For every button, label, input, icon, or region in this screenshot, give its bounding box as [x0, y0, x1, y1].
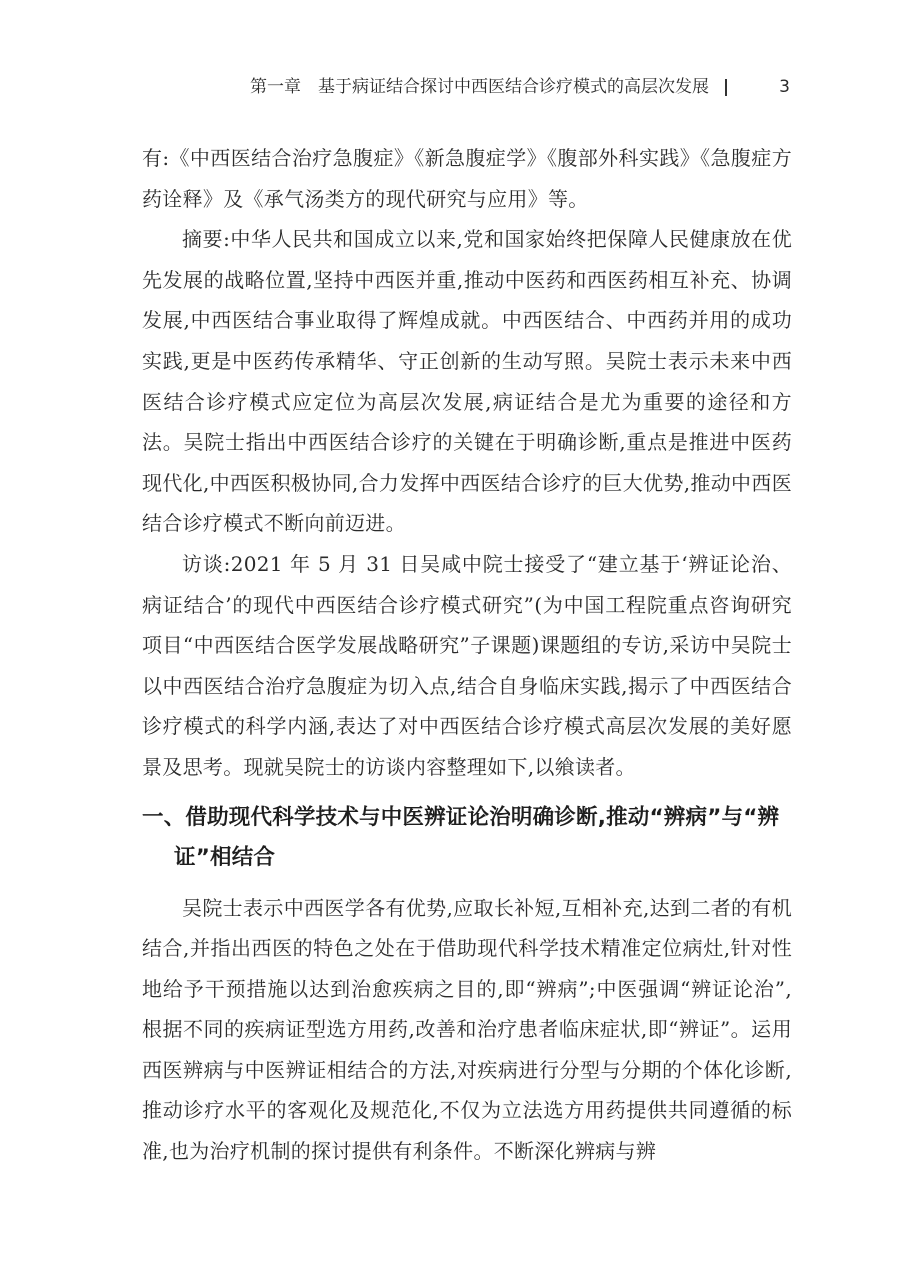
paragraph-interview: 访谈:2021 年 5 月 31 日吴咸中院士接受了“建立基于‘辨证论治、病证结合’的现代中西医结合诊疗模式研究”(为中国工程院重点咨询研究项目“中西医结合医学发展战略研究”子课题)课题组的专访,采访中吴院士以中西医结合治疗急腹症为切入点,结合自身临床实践,揭示了中西医结合诊疗模式的科学内涵,表达了对中西医结合诊疗模式高层次发展的美好愿景及思考。现就吴院士的访谈内容整理如下,以飨读者。 [142, 551, 792, 779]
paragraph-book-list: 有:《中西医结合治疗急腹症》《新急腹症学》《腹部外科实践》《急腹症方药诠释》及《承气汤类方的现代研究与应用》等。 [142, 146, 792, 211]
header-divider [725, 79, 727, 96]
section-heading: 一、借助现代科学技术与中医辨证论治明确诊断,推动“辨病”与“辨证”相结合 [142, 804, 780, 870]
page-number: 3 [779, 77, 790, 97]
chapter-title: 第一章 基于病证结合探讨中西医结合诊疗模式的高层次发展 [250, 77, 709, 97]
body-text [142, 138, 792, 1172]
paragraph-abstract: 摘要:中华人民共和国成立以来,党和国家始终把保障人民健康放在优先发展的战略位置,坚持中西医并重,推动中医药和西医药相互补充、协调发展,中西医结合事业取得了辉煌成就。中西医结合、中西药并用的成功实践,更是中医药传承精华、守正创新的生动写照。吴院士表示未来中西医结合诊疗模式应定位为高层次发展,病证结合是尤为重要的途径和方法。吴院士指出中西医结合诊疗的关键在于明确诊断,重点是推进中医药现代化,中西医积极协同,合力发挥中西医结合诊疗的巨大优势,推动中西医结合诊疗模式不断向前迈进。 [142, 227, 792, 536]
running-header [250, 70, 790, 104]
paragraph-section-body: 吴院士表示中西医学各有优势,应取长补短,互相补充,达到二者的有机结合,并指出西医的特色之处在于借助现代科学技术精准定位病灶,针对性地给予干预措施以达到治愈疾病之目的,即“辨病”;中医强调“辨证论治”,根据不同的疾病证型选方用药,改善和治疗患者临床症状,即“辨证”。运用西医辨病与中医辨证相结合的方法,对疾病进行分型与分期的个体化诊断,推动诊疗水平的客观化及规范化,不仅为立法选方用药提供共同遵循的标准,也为治疗机制的探讨提供有利条件。不断深化辨病与辨 [142, 895, 792, 1164]
